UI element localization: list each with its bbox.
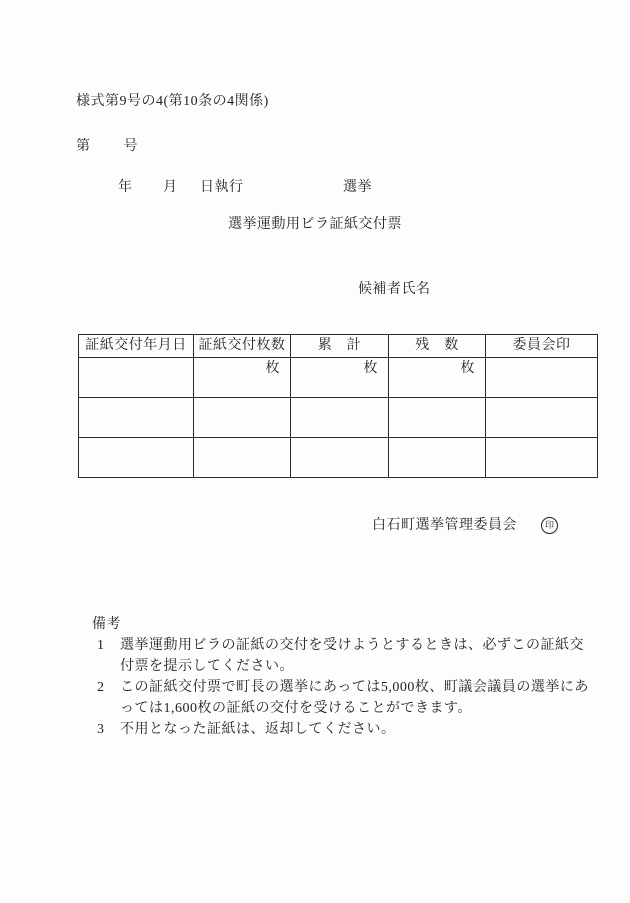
remarks-heading: 備考 — [92, 617, 121, 632]
remark-item-1 — [92, 635, 597, 677]
cell-remaining — [389, 358, 486, 398]
col-header-cumulative: 累 計 — [291, 335, 389, 358]
col-header-committee-seal: 委員会印 — [486, 335, 598, 358]
remark-text: 不用となった証紙は、返却してください。 — [120, 722, 396, 737]
day-executed-label: 日執行 — [200, 180, 244, 195]
committee-signature-line — [0, 516, 630, 536]
cell-issued-count — [194, 438, 291, 478]
remark-text: 選挙運動用ビラの証紙の交付を受けようとするときは、必ずこの証紙交 — [120, 638, 584, 653]
table-row — [79, 398, 598, 438]
doc-number-suffix: 号 — [123, 139, 138, 154]
cell-issued-count — [194, 398, 291, 438]
document-number-line — [76, 139, 138, 154]
remark-number: 3 — [97, 722, 105, 737]
table-row — [79, 438, 598, 478]
page-title: 選挙運動用ビラ証紙交付票 — [228, 217, 402, 232]
table-row — [79, 358, 598, 398]
cell-issue-date — [79, 398, 194, 438]
unit-label: 枚 — [460, 361, 475, 376]
cell-cumulative — [291, 438, 389, 478]
remark-text: っては1,600枚の証紙の交付を受けることができます。 — [120, 701, 472, 716]
col-header-remaining: 残 数 — [389, 335, 486, 358]
election-date-line — [0, 180, 630, 196]
col-header-issue-date: 証紙交付年月日 — [79, 335, 194, 358]
cell-committee-seal — [486, 398, 598, 438]
cell-cumulative — [291, 358, 389, 398]
seal-icon — [541, 517, 558, 534]
remark-item-3 — [92, 719, 597, 740]
cell-remaining — [389, 398, 486, 438]
remark-text: 付票を提示してください。 — [120, 659, 294, 674]
candidate-name-label: 候補者氏名 — [358, 282, 431, 297]
month-label: 月 — [163, 180, 178, 195]
remark-item-2 — [92, 677, 597, 719]
election-label: 選挙 — [343, 180, 372, 195]
cell-committee-seal — [486, 358, 598, 398]
unit-label: 枚 — [363, 361, 378, 376]
cell-committee-seal — [486, 438, 598, 478]
cell-cumulative — [291, 398, 389, 438]
committee-name: 白石町選挙管理委員会 — [372, 518, 517, 533]
remark-number: 2 — [97, 680, 105, 695]
remark-number: 1 — [97, 638, 105, 653]
cell-remaining — [389, 438, 486, 478]
cell-issue-date — [79, 358, 194, 398]
seal-character: 印 — [544, 520, 554, 530]
cell-issue-date — [79, 438, 194, 478]
form-number-line: 様式第9号の4(第10条の4関係) — [76, 94, 269, 109]
unit-label: 枚 — [265, 361, 280, 376]
remark-text: この証紙交付票で町長の選挙にあっては5,000枚、町議会議員の選挙にあ — [120, 680, 589, 695]
col-header-issued-count: 証紙交付枚数 — [194, 335, 291, 358]
table-header-row — [79, 335, 598, 358]
stamp-issuance-table — [78, 334, 598, 478]
cell-issued-count — [194, 358, 291, 398]
remarks-section — [92, 614, 597, 740]
year-label: 年 — [118, 180, 133, 195]
doc-number-prefix: 第 — [76, 139, 91, 154]
